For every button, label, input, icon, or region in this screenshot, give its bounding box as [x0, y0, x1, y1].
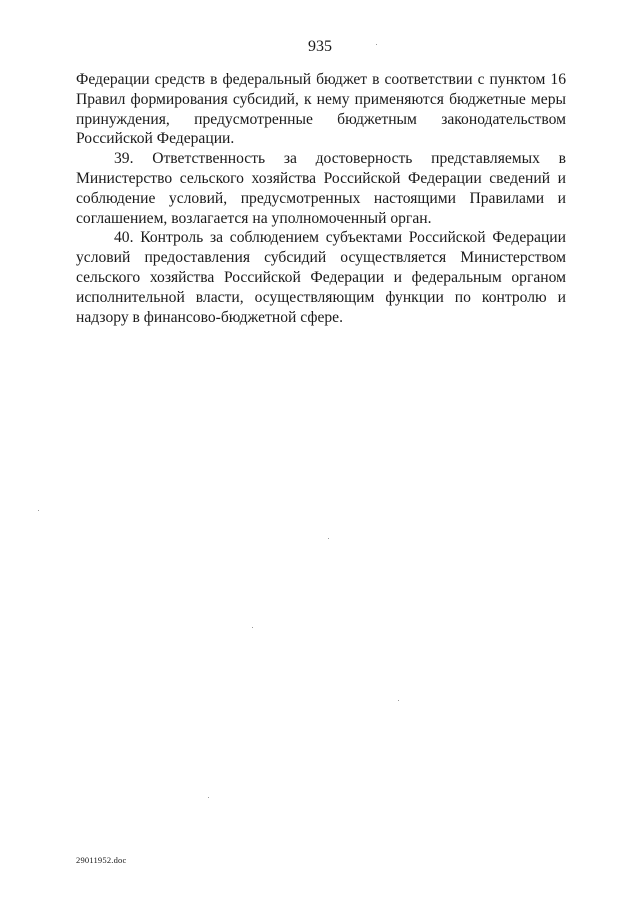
scan-speck	[38, 510, 39, 511]
scan-speck	[376, 44, 377, 45]
page-number: 935	[308, 38, 332, 55]
scan-speck	[328, 538, 329, 539]
document-file-code: 29011952.doc	[76, 855, 127, 865]
scan-speck	[208, 797, 209, 798]
paragraph-continuation: Федерации средств в федеральный бюджет в соответствии с пунктом 16 Правил формирования субсидий, к нему применяются бюджетные меры принуждения, предусмотренные бюджетным законодательством Российской Федерации.	[76, 71, 566, 148]
scan-speck	[398, 700, 399, 701]
paragraph-clause-39: 39. Ответственность за достоверность представляемых в Министерство сельского хозяйства Российской Федерации сведений и соблюдение условий, предусмотренных настоящими Правилами и соглашением, возлагается на уполномоченный орган.	[76, 150, 566, 227]
document-body	[76, 70, 566, 327]
paragraph-clause-40: 40. Контроль за соблюдением субъектами Российской Федерации условий предоставления субсидий осуществляется Министерством сельского хозяйства Российской Федерации и федеральным органом исполнительной власти, осуществляющим функции по контролю и надзору в финансово-бюджетной сфере.	[76, 229, 566, 326]
scan-speck	[252, 627, 253, 628]
